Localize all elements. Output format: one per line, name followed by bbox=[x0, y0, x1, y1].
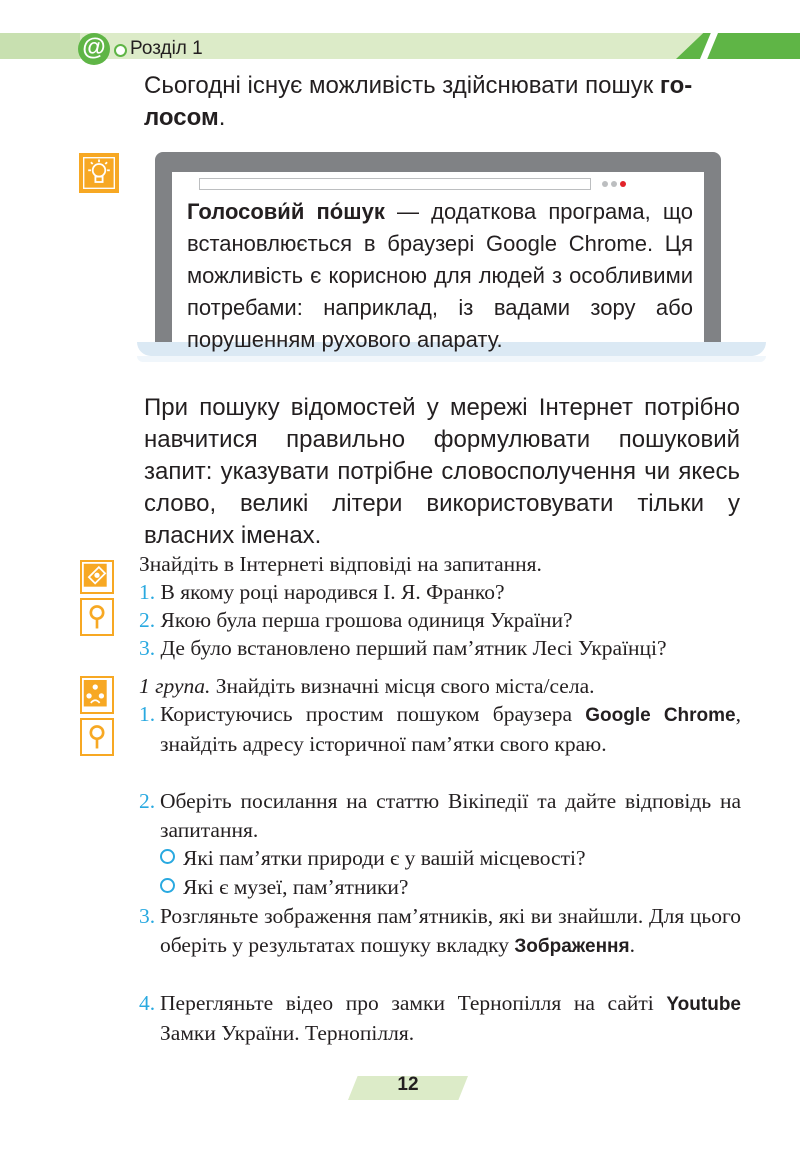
item-number: 4. bbox=[139, 991, 156, 1015]
task2-item: 3. Розгляньте зображення пам’ятників, які ви знайшли. Для цього оберіть у результатах пошуку вкладку Зображення. bbox=[139, 904, 741, 957]
window-button-icon bbox=[611, 181, 617, 187]
close-button-icon bbox=[620, 181, 626, 187]
definition-term: Голосови́й по́шук bbox=[187, 199, 385, 224]
section-title: Розділ 1 bbox=[130, 38, 203, 59]
task2-item bbox=[139, 787, 741, 845]
bullet-item bbox=[160, 873, 408, 902]
at-icon: @ bbox=[78, 33, 110, 65]
item-number: 2. bbox=[139, 608, 156, 632]
intro-end: . bbox=[218, 104, 226, 131]
group-task-icon bbox=[80, 676, 114, 714]
task2-intro-text: Знайдіть визначні місця свого міста/села. bbox=[210, 674, 595, 698]
task1-intro: Знайдіть в Інтернеті відповіді на запитання. bbox=[139, 552, 542, 576]
item-text: В якому році народився І. Я. Франко? bbox=[160, 580, 505, 604]
item-number: 1. bbox=[139, 702, 156, 726]
intro-text: Сьогодні існує можливість здійснювати пошук bbox=[144, 72, 660, 99]
browser-name: Google Chrome bbox=[585, 705, 736, 726]
site-name: Youtube bbox=[666, 994, 741, 1015]
item-number: 2. bbox=[139, 789, 156, 813]
item-text: Де було встановлено перший пам’ятник Лесі Українці? bbox=[160, 636, 667, 660]
laptop-base-shadow bbox=[137, 356, 766, 362]
computer-task-icon bbox=[80, 560, 114, 594]
item-text: Оберіть посилання на статтю Вікіпедії та дайте відповідь на запитання. bbox=[160, 789, 741, 842]
header-left-strip bbox=[0, 33, 80, 59]
window-button-icon bbox=[602, 181, 608, 187]
item-number: 3. bbox=[139, 904, 156, 928]
address-bar bbox=[199, 178, 591, 190]
search-magnifier-icon bbox=[80, 718, 114, 756]
item-text: Якою була перша грошова одиниця України? bbox=[160, 608, 573, 632]
task2-item: 4. Перегляньте відео про замки Тернопілля на сайті Youtube Замки України. Тернопілля. bbox=[139, 991, 741, 1045]
images-tab-label: Зображення bbox=[514, 936, 630, 957]
group-label: 1 група. bbox=[139, 674, 211, 698]
bullet-text: Які є музеї, пам’ятники? bbox=[183, 875, 409, 899]
intro-bold-part2: лосом bbox=[144, 104, 219, 131]
bullet-ring-icon bbox=[160, 849, 175, 864]
intro-paragraph bbox=[144, 70, 740, 134]
definition-text bbox=[187, 196, 693, 356]
search-magnifier-icon bbox=[80, 598, 114, 636]
task1-item bbox=[139, 606, 573, 635]
definition-body: — додаткова програма, що встановлюється в браузері Google Chrome. Ця можливість є корисною для людей з особливими потребами: наприклад, із вадами зору або порушенням рухового апарату. bbox=[187, 199, 693, 352]
task2-intro bbox=[139, 672, 595, 701]
task1-item bbox=[139, 634, 667, 663]
bullet-item bbox=[160, 844, 586, 873]
task1-item bbox=[139, 578, 505, 607]
bullet-ring-icon bbox=[160, 878, 175, 893]
page-number: 12 bbox=[397, 1074, 419, 1095]
header-dot bbox=[114, 44, 127, 57]
intro-bold-part1: го- bbox=[659, 72, 693, 99]
lightbulb-icon bbox=[79, 153, 119, 193]
item-number: 1. bbox=[139, 580, 156, 604]
search-paragraph: При пошуку відомостей у мережі Інтернет потрібно навчитися правильно формулювати пошуковий запит: указувати потрібне словосполучення чи якесь слово, великі літери використовувати тільки у власних іменах. bbox=[144, 394, 740, 549]
task2-item: 1. Користуючись простим пошуком браузера Google Chrome, знайдіть адресу історичної пам’ятки свого краю. bbox=[139, 702, 742, 756]
bullet-text: Які пам’ятки природи є у вашій місцевості? bbox=[183, 846, 586, 870]
item-number: 3. bbox=[139, 636, 156, 660]
